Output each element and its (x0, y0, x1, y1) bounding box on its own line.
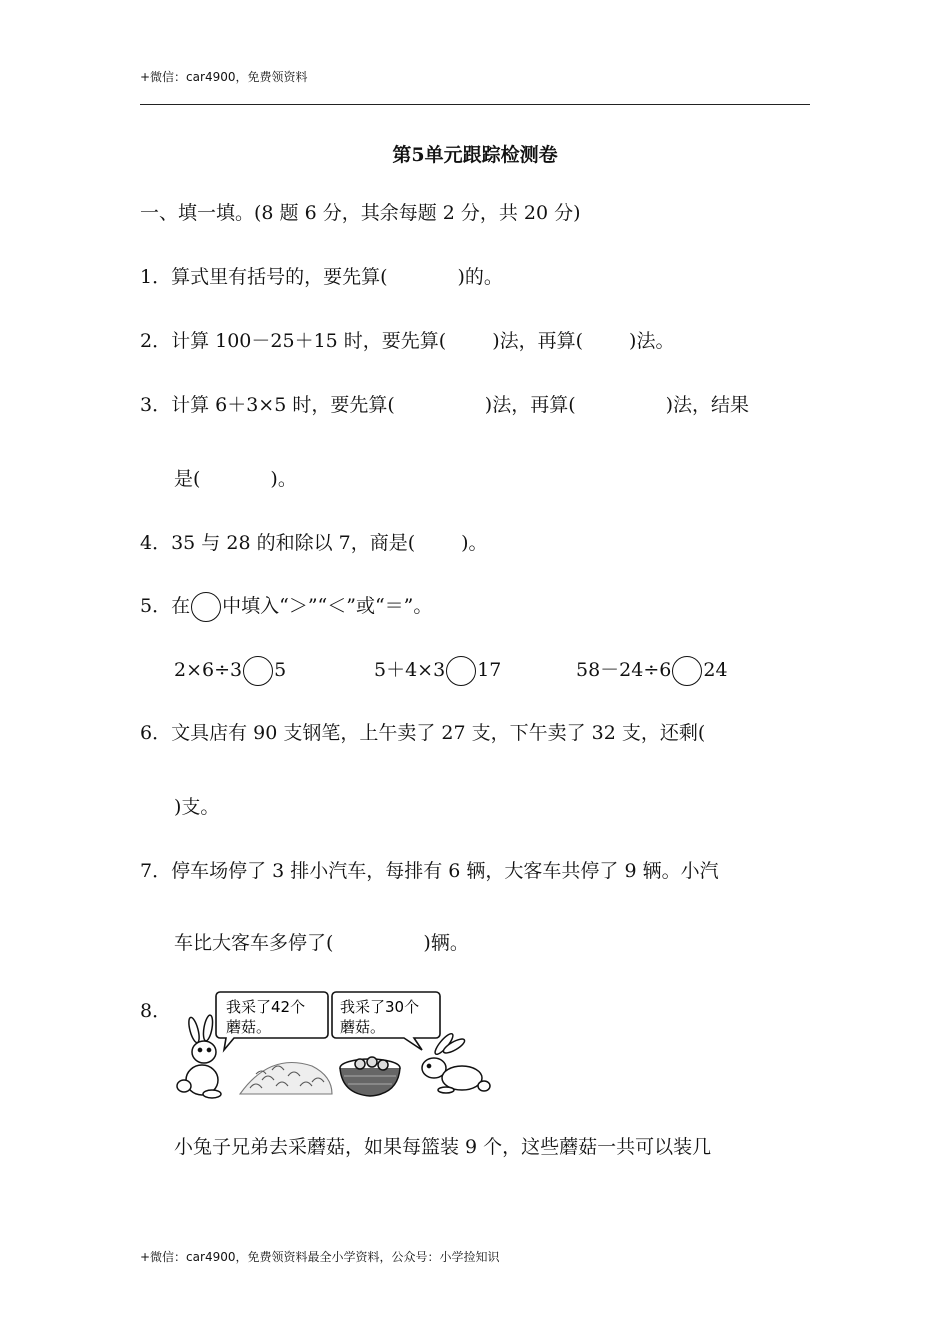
comparison-1 (174, 656, 286, 686)
mushroom-basket-icon (340, 1057, 400, 1096)
expression-right: 17 (477, 659, 502, 681)
comparison-circle (191, 592, 221, 622)
question-text: 车比大客车多停了( (174, 932, 334, 954)
page-header: +微信：car4900，免费领资料 (140, 70, 308, 84)
question-text: 是( (174, 468, 201, 490)
question-text: 计算 100－25＋15 时，要先算( (171, 330, 447, 352)
comparison-2 (374, 656, 501, 686)
question-text: )法。 (629, 330, 675, 352)
rabbit-mushroom-illustration (172, 990, 492, 1104)
question-number: 1． (140, 266, 172, 288)
question-text: 算式里有括号的，要先算( (171, 266, 388, 288)
question-text: 文具店有 90 支钢笔，上午卖了 27 支，下午卖了 32 支，还剩( (171, 722, 706, 744)
question-text: )。 (461, 532, 488, 554)
speech-bubble-2 (332, 992, 440, 1050)
expression-left: 58－24÷6 (576, 659, 672, 681)
comparison-3 (576, 656, 728, 686)
question-5 (140, 592, 432, 622)
question-text: )的。 (457, 266, 503, 288)
expression-right: 5 (274, 659, 287, 681)
question-7-cont (174, 930, 469, 956)
question-number: 4． (140, 532, 172, 554)
bubble-2-line-2: 蘑菇。 (340, 1018, 386, 1036)
question-3 (140, 392, 749, 418)
question-number: 3． (140, 394, 172, 416)
comparison-circle[interactable] (446, 656, 476, 686)
expression-left: 5＋4×3 (374, 659, 446, 681)
header-rule (140, 104, 810, 105)
rabbit-icon-right (422, 1031, 490, 1093)
bubble-2-line-1: 我采了30个 (340, 998, 420, 1016)
question-text: )法，结果 (665, 394, 750, 416)
page-footer: +微信：car4900，免费领资料最全小学资料，公众号：小学捡知识 (140, 1250, 500, 1264)
expression-right: 24 (703, 659, 728, 681)
question-7 (140, 858, 719, 884)
question-text: )支。 (174, 796, 220, 818)
question-text: )法，再算( (492, 330, 584, 352)
question-1 (140, 264, 503, 290)
comparison-circle[interactable] (243, 656, 273, 686)
question-text: 计算 6＋3×5 时，要先算( (171, 394, 395, 416)
rabbit-icon-left (177, 1015, 221, 1098)
question-text: )辆。 (423, 932, 469, 954)
question-number: 2． (140, 330, 172, 352)
question-text: )法，再算( (484, 394, 576, 416)
page-title: 第5单元跟踪检测卷 (392, 144, 558, 166)
question-6-cont (174, 794, 219, 820)
question-number: 5． (140, 595, 172, 617)
speech-bubble-1 (216, 992, 328, 1050)
question-4 (140, 530, 488, 556)
question-8-text: 小兔子兄弟去采蘑菇，如果每篮装 9 个，这些蘑菇一共可以装几 (174, 1136, 712, 1158)
question-6 (140, 720, 705, 746)
question-text: 停车场停了 3 排小汽车，每排有 6 辆，大客车共停了 9 辆。小汽 (171, 860, 719, 882)
question-number: 6． (140, 722, 172, 744)
question-text: )。 (270, 468, 297, 490)
bubble-1-line-2: 蘑菇。 (226, 1018, 272, 1036)
question-2 (140, 328, 674, 354)
question-number: 7． (140, 860, 172, 882)
mushroom-pile-icon (240, 1063, 332, 1095)
question-text: 中填入“＞”“＜”或“＝”。 (222, 595, 433, 617)
question-3-cont (174, 466, 297, 492)
section-heading: 一、填一填。(8 题 6 分，其余每题 2 分，共 20 分) (140, 202, 581, 224)
question-8-number: 8． (140, 1000, 172, 1022)
question-text: 在 (171, 595, 191, 617)
question-text: 35 与 28 的和除以 7，商是( (171, 532, 416, 554)
expression-left: 2×6÷3 (174, 659, 243, 681)
comparison-circle[interactable] (672, 656, 702, 686)
bubble-1-line-1: 我采了42个 (226, 998, 306, 1016)
